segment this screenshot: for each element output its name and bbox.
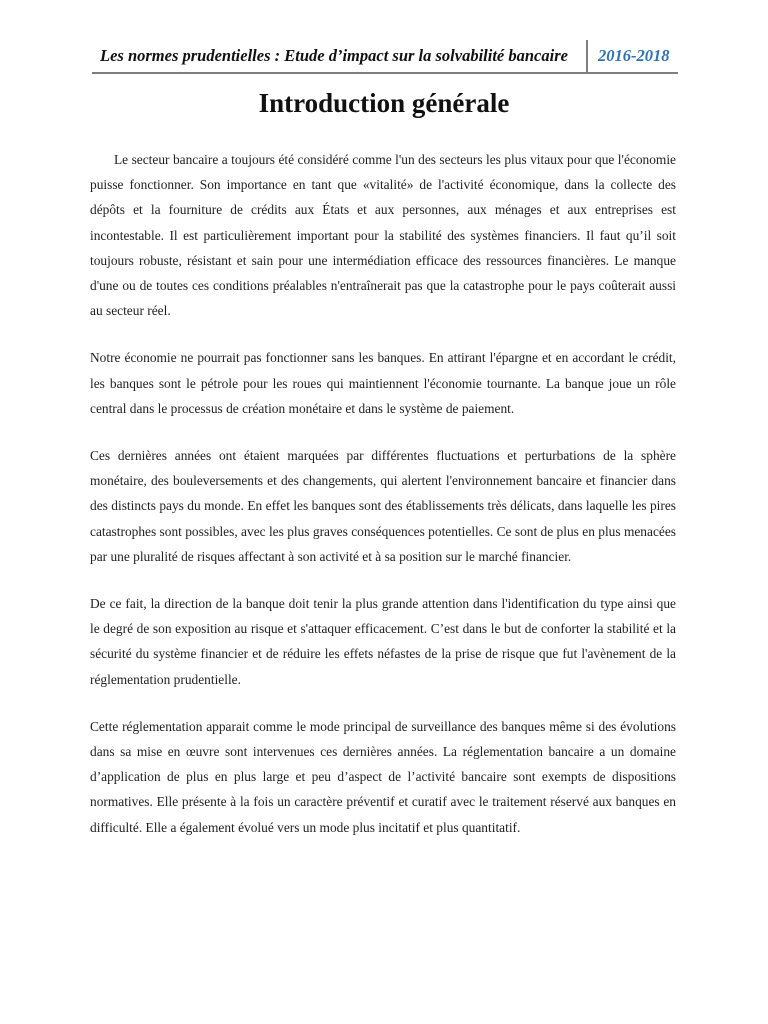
running-header [92,38,678,74]
paragraph-2: Notre économie ne pourrait pas fonctionner sans les banques. En attirant l'épargne et en accordant le crédit, les banques sont le pétrole pour les roues qui maintiennent l'économie tournante. La banque joue un rôle central dans le processus de création monétaire et dans le système de paiement. [90,350,676,416]
body-text [90,147,676,862]
paragraph-1: Le secteur bancaire a toujours été considéré comme l'un des secteurs les plus vitaux pour que l'économie puisse fonctionner. Son importance en tant que «vitalité» de l'activité économique, dans la collecte des dépôts et la fourniture de crédits aux États et aux personnes, aux ménages et aux entreprises est incontestable. Il est particulièrement important pour la stabilité des systèmes financiers. Il faut qu’il soit toujours robuste, résistant et sain pour une intermédiation efficace des ressources financières. Le manque d'une ou de toutes ces conditions préalables n'entraînerait pas que la catastrophe pour le pays coûterait aussi au secteur réel. [90,152,676,319]
header-divider [586,40,588,74]
header-year: 2016-2018 [598,46,670,65]
paragraph-4: De ce fait, la direction de la banque doit tenir la plus grande attention dans l'identification du type ainsi que le degré de son exposition au risque et s'attaquer efficacement. C’est dans le but de conforter la stabilité et la sécurité du système financier et de réduire les effets néfastes de la prise de risque que fut l'avènement de la réglementation prudentielle. [90,596,676,687]
paragraph-5: Cette réglementation apparait comme le mode principal de surveillance des banques même si des évolutions dans sa mise en œuvre sont intervenues ces dernières années. La réglementation bancaire a un domaine d’application de plus en plus large et peu d’aspect de l’activité bancaire sont exempts de dispositions normatives. Elle présente à la fois un caractère préventif et curatif avec le traitement réservé aux banques en difficulté. Elle a également évolué vers un mode plus incitatif et plus quantitatif. [90,718,676,835]
paragraph-3: Ces dernières années ont étaient marquées par différentes fluctuations et perturbations de la sphère monétaire, des bouleversements et des changements, qui alertent l'environnement bancaire et financier dans des distincts pays du monde. En effet les banques sont des établissements très délicats, dans laquelle les pires catastrophes sont possibles, avec les plus graves conséquences potentielles. Ce sont de plus en plus menacées par une pluralité de risques affectant à son activité et à sa position sur le marché financier. [90,448,676,564]
header-rule [92,72,678,74]
page-title: Introduction générale [258,88,510,118]
header-title: Les normes prudentielles : Etude d’impact sur la solvabilité bancaire [100,46,568,65]
